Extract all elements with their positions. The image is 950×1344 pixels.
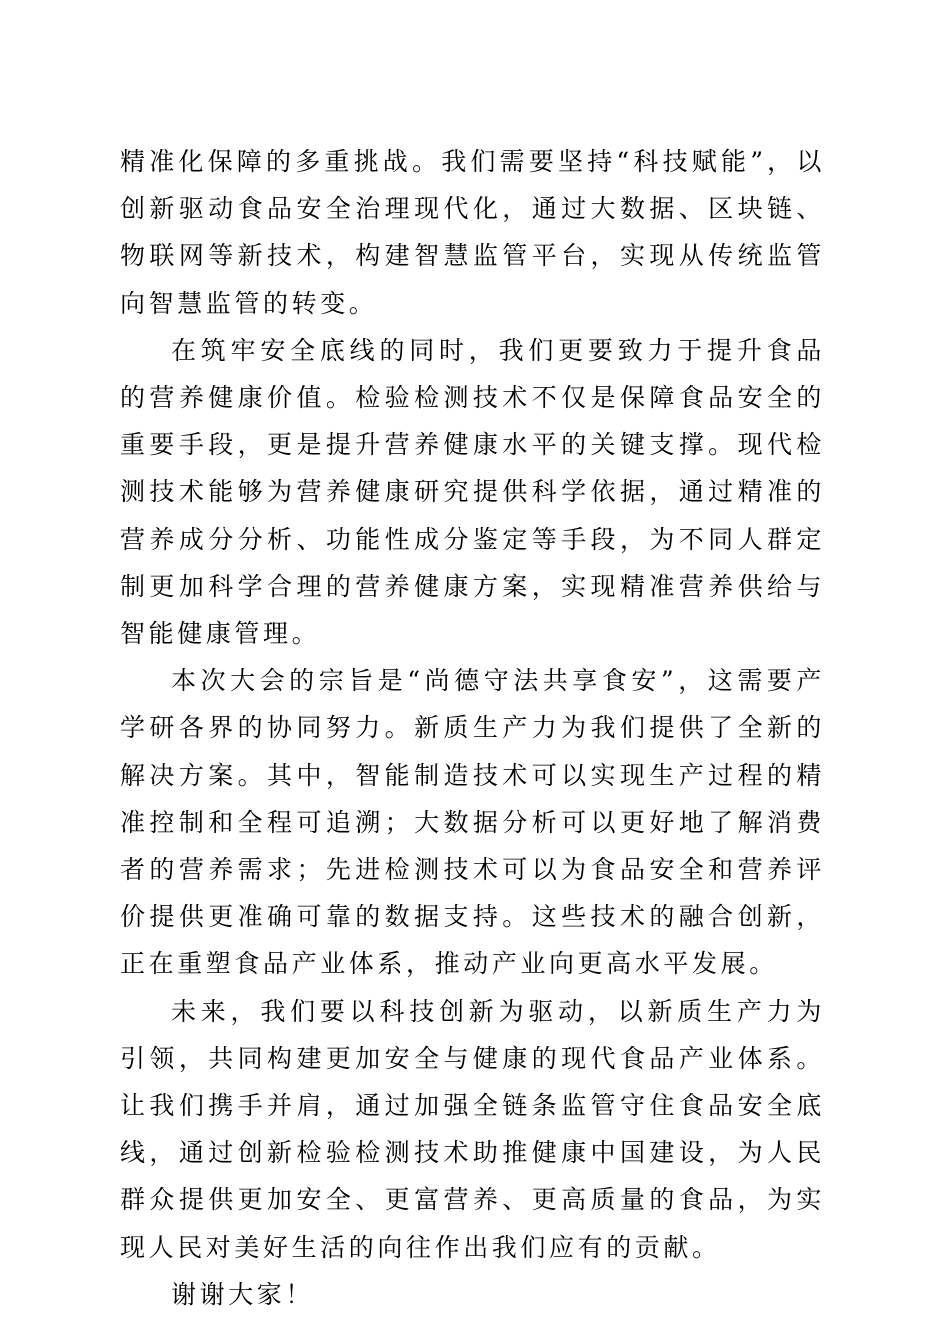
- paragraph-continued: 精准化保障的多重挑战。我们需要坚持“科技赋能”，以创新驱动食品安全治理现代化，通过大数据、区块链、物联网等新技术，构建智慧监管平台，实现从传统监管向智慧监管的转变。: [120, 147, 825, 318]
- paragraph-conference-theme: 本次大会的宗旨是“尚德守法共享食安”，这需要产学研各界的协同努力。新质生产力为我们提供了全新的解决方案。其中，智能制造技术可以实现生产过程的精准控制和全程可追溯；大数据分析可以更好地了解消费者的营养需求；先进检测技术可以为食品安全和营养评价提供更准确可靠的数据支持。这些技术的融合创新，正在重塑食品产业体系，推动产业向更高水平发展。: [120, 666, 825, 979]
- paragraph-nutrition-health: 在筑牢安全底线的同时，我们更要致力于提升食品的营养健康价值。检验检测技术不仅是保障食品安全的重要手段，更是提升营养健康水平的关键支撑。现代检测技术能够为营养健康研究提供科学依据，通过精准的营养成分分析、功能性成分鉴定等手段，为不同人群定制更加科学合理的营养健康方案，实现精准营养供给与智能健康管理。: [120, 335, 825, 649]
- paragraph-closing: 谢谢大家！: [171, 1279, 315, 1309]
- paragraph-future: 未来，我们要以科技创新为驱动，以新质生产力为引领，共同构建更加安全与健康的现代食品产业体系。让我们携手并肩，通过加强全链条监管守住食品安全底线，通过创新检验检测技术助推健康中国建设，为人民群众提供更加安全、更富营养、更高质量的食品，为实现人民对美好生活的向往作出我们应有的贡献。: [120, 996, 825, 1262]
- document-body: [120, 138, 825, 1318]
